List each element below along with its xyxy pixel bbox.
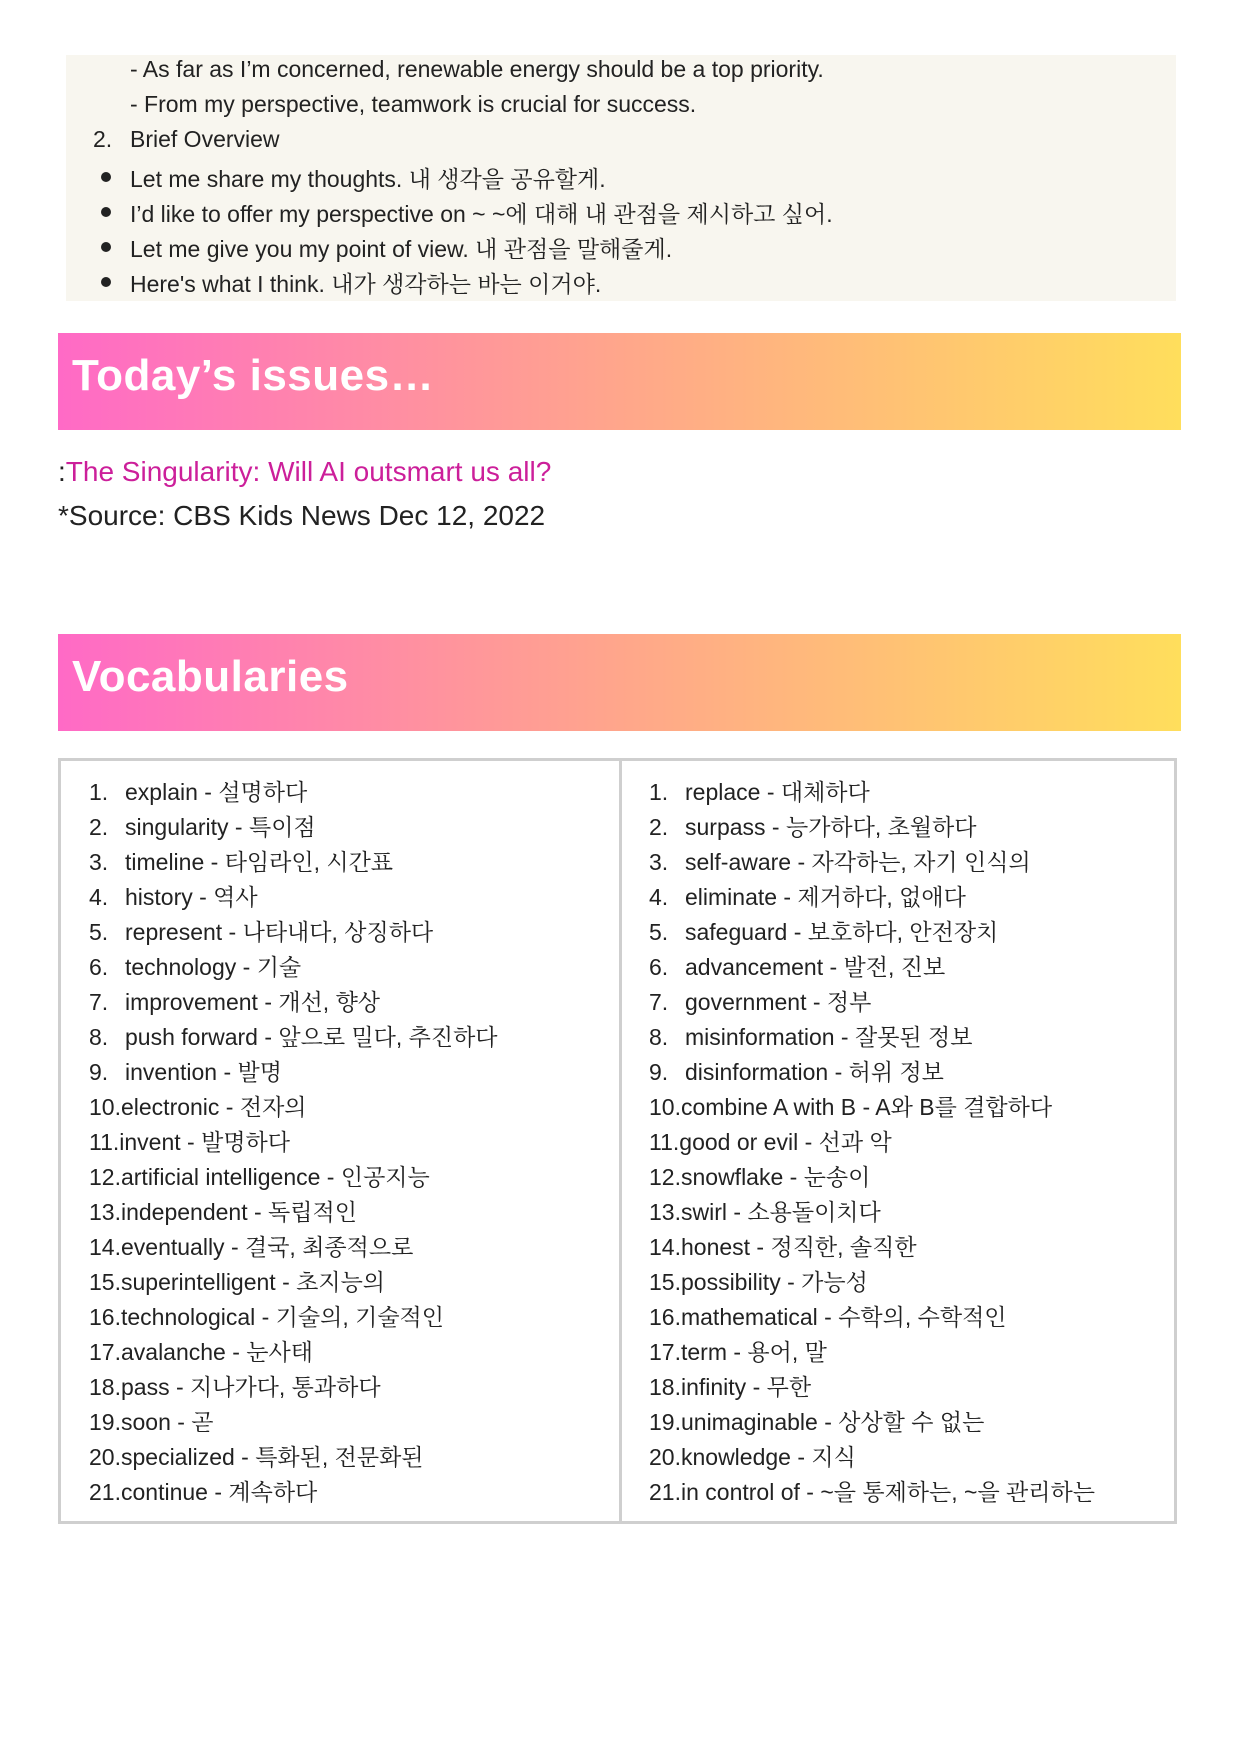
vocab-number: 3.: [649, 849, 669, 875]
vocab-item: [649, 1230, 1095, 1265]
vocab-number: 6.: [649, 954, 669, 980]
issues-banner: [58, 333, 1181, 430]
vocab-item: [649, 845, 1095, 880]
vocab-item: [649, 1195, 1095, 1230]
vocab-entry: advancement - 발전, 진보: [685, 954, 946, 980]
vocab-entry: possibility - 가능성: [680, 1269, 868, 1295]
vocab-number: 15.: [649, 1269, 681, 1295]
vocab-entry: misinformation - 잘못된 정보: [685, 1024, 973, 1050]
vocab-item: [89, 1160, 498, 1195]
vocab-entry: surpass - 능가하다, 초월하다: [685, 814, 977, 840]
vocab-entry: good or evil - 선과 악: [679, 1129, 892, 1155]
bullet-item: I’d like to offer my perspective on ~ ~에 대해 내 관점을 제시하고 싶어.: [130, 201, 833, 227]
bullet-dot: [101, 172, 111, 182]
example-sentence: - From my perspective, teamwork is crucial for success.: [130, 91, 697, 117]
vocab-number: 10.: [649, 1094, 681, 1120]
vocab-number: 12.: [89, 1164, 121, 1190]
vocab-number: 18.: [649, 1374, 681, 1400]
vocab-entry: specialized - 특화된, 전문화된: [120, 1444, 424, 1470]
vocab-item: [89, 1055, 498, 1090]
bullet-item: Let me share my thoughts. 내 생각을 공유할게.: [130, 166, 606, 192]
vocab-number: 4.: [89, 884, 109, 910]
vocab-entry: improvement - 개선, 향상: [125, 989, 381, 1015]
vocab-number: 20.: [649, 1444, 681, 1470]
bullet-item: Let me give you my point of view. 내 관점을 말해줄게.: [130, 236, 673, 262]
vocab-entry: continue - 계속하다: [120, 1479, 318, 1505]
vocab-entry: snowflake - 눈송이: [680, 1164, 871, 1190]
vocab-item: [649, 810, 1095, 845]
vocab-number: 14.: [649, 1234, 681, 1260]
vocab-entry: invention - 발명: [125, 1059, 282, 1085]
vocab-number: 16.: [89, 1304, 121, 1330]
vocab-item: [89, 810, 498, 845]
vocab-item: [89, 1195, 498, 1230]
vocab-number: 17.: [89, 1339, 121, 1365]
vocab-number: 8.: [649, 1024, 669, 1050]
vocab-item: [89, 1265, 498, 1300]
vocab-number: 13.: [649, 1199, 681, 1225]
vocab-number: 1.: [89, 779, 109, 805]
vocab-entry: history - 역사: [125, 884, 258, 910]
vocab-entry: eventually - 결국, 최종적으로: [120, 1234, 414, 1260]
vocab-item: [89, 985, 498, 1020]
vocab-number: 5.: [89, 919, 109, 945]
vocab-number: 21.: [89, 1479, 121, 1505]
bullet-dot: [101, 207, 111, 217]
vocab-item: [649, 880, 1095, 915]
vocab-entry: independent - 독립적인: [120, 1199, 357, 1225]
vocab-entry: disinformation - 허위 정보: [685, 1059, 944, 1085]
vocab-number: 19.: [649, 1409, 681, 1435]
vocab-item: [89, 775, 498, 810]
vocab-item: [89, 1300, 498, 1335]
bullet-dot: [101, 242, 111, 252]
vocab-item: [649, 1370, 1095, 1405]
vocab-number: 13.: [89, 1199, 121, 1225]
vocab-entry: superintelligent - 초지능의: [120, 1269, 386, 1295]
issue-line: [58, 456, 551, 488]
vocab-entry: infinity - 무한: [680, 1374, 812, 1400]
vocab-entry: artificial intelligence - 인공지능: [120, 1164, 430, 1190]
vocab-table: [58, 758, 1177, 1524]
issues-heading: Today’s issues…: [72, 351, 435, 400]
vocab-item: [649, 1335, 1095, 1370]
vocab-number: 6.: [89, 954, 109, 980]
vocab-item: [649, 1020, 1095, 1055]
vocab-number: 15.: [89, 1269, 121, 1295]
vocab-item: [89, 1090, 498, 1125]
vocab-number: 9.: [89, 1059, 109, 1085]
column-divider: [619, 761, 622, 1521]
vocab-number: 9.: [649, 1059, 669, 1085]
vocab-number: 5.: [649, 919, 669, 945]
vocab-entry: eliminate - 제거하다, 없애다: [685, 884, 966, 910]
section-number: 2.: [93, 126, 113, 152]
vocab-item: [649, 1475, 1095, 1510]
issue-title: The Singularity: Will AI outsmart us all?: [65, 456, 552, 487]
vocab-item: [89, 1440, 498, 1475]
vocab-item: [89, 1475, 498, 1510]
vocab-entry: government - 정부: [685, 989, 872, 1015]
vocab-entry: singularity - 특이점: [125, 814, 316, 840]
issue-source: *Source: CBS Kids News Dec 12, 2022: [58, 500, 546, 531]
vocab-item: [89, 880, 498, 915]
vocab-entry: swirl - 소용돌이치다: [680, 1199, 881, 1225]
vocab-item: [89, 1230, 498, 1265]
vocab-item: [649, 1300, 1095, 1335]
vocab-entry: electronic - 전자의: [120, 1094, 307, 1120]
vocab-item: [649, 1265, 1095, 1300]
vocab-item: [649, 1405, 1095, 1440]
vocab-number: 7.: [649, 989, 669, 1015]
vocab-entry: term - 용어, 말: [680, 1339, 827, 1365]
vocab-entry: push forward - 앞으로 밀다, 추진하다: [125, 1024, 498, 1050]
vocab-entry: soon - 곧: [120, 1409, 214, 1435]
vocab-item: [89, 845, 498, 880]
vocab-item: [89, 1405, 498, 1440]
vocab-number: 10.: [89, 1094, 121, 1120]
vocab-entry: combine A with B - A와 B를 결합하다: [680, 1094, 1053, 1120]
vocab-number: 2.: [649, 814, 669, 840]
vocab-entry: timeline - 타임라인, 시간표: [125, 849, 393, 875]
vocab-number: 20.: [89, 1444, 121, 1470]
vocab-item: [649, 1440, 1095, 1475]
vocab-item: [89, 1370, 498, 1405]
vocab-column-left: [89, 775, 498, 1510]
vocab-number: 4.: [649, 884, 669, 910]
vocab-item: [89, 1020, 498, 1055]
vocab-entry: knowledge - 지식: [680, 1444, 856, 1470]
vocab-item: [89, 1335, 498, 1370]
vocab-item: [649, 1160, 1095, 1195]
vocab-number: 12.: [649, 1164, 681, 1190]
vocab-entry: represent - 나타내다, 상징하다: [125, 919, 434, 945]
vocab-item: [649, 1055, 1095, 1090]
vocab-item: [89, 950, 498, 985]
vocab-entry: in control of - ~을 통제하는, ~을 관리하는: [680, 1479, 1095, 1505]
vocab-item: [649, 950, 1095, 985]
vocab-entry: unimaginable - 상상할 수 없는: [680, 1409, 985, 1435]
vocab-item: [89, 915, 498, 950]
vocab-number: 17.: [649, 1339, 681, 1365]
vocab-entry: explain - 설명하다: [125, 779, 308, 805]
vocab-item: [649, 915, 1095, 950]
vocab-number: 3.: [89, 849, 109, 875]
vocab-entry: avalanche - 눈사태: [120, 1339, 313, 1365]
vocab-item: [649, 1090, 1095, 1125]
vocab-number: 21.: [649, 1479, 681, 1505]
vocab-entry: technological - 기술의, 기술적인: [120, 1304, 444, 1330]
vocab-item: [649, 985, 1095, 1020]
vocab-number: 18.: [89, 1374, 121, 1400]
bullet-dot: [101, 277, 111, 287]
vocab-entry: mathematical - 수학의, 수학적인: [680, 1304, 1007, 1330]
vocab-number: 2.: [89, 814, 109, 840]
vocab-column-right: [649, 775, 1095, 1510]
vocab-number: 14.: [89, 1234, 121, 1260]
vocab-number: 1.: [649, 779, 669, 805]
vocab-entry: honest - 정직한, 솔직한: [680, 1234, 917, 1260]
vocab-entry: replace - 대체하다: [685, 779, 870, 805]
vocab-entry: invent - 발명하다: [119, 1129, 290, 1155]
vocab-number: 11.: [89, 1129, 120, 1155]
vocab-banner: [58, 634, 1181, 731]
vocab-item: [649, 775, 1095, 810]
example-sentence: - As far as I’m concerned, renewable energy should be a top priority.: [130, 56, 824, 82]
vocab-item: [89, 1125, 498, 1160]
vocab-heading: Vocabularies: [72, 652, 349, 701]
vocab-number: 11.: [649, 1129, 680, 1155]
section-title: Brief Overview: [130, 126, 280, 152]
vocab-number: 7.: [89, 989, 109, 1015]
vocab-entry: self-aware - 자각하는, 자기 인식의: [685, 849, 1031, 875]
vocab-number: 19.: [89, 1409, 121, 1435]
vocab-number: 16.: [649, 1304, 681, 1330]
vocab-item: [649, 1125, 1095, 1160]
bullet-item: Here's what I think. 내가 생각하는 바는 이거야.: [130, 271, 602, 297]
vocab-entry: technology - 기술: [125, 954, 302, 980]
vocab-number: 8.: [89, 1024, 109, 1050]
issue-prefix: :: [58, 456, 66, 487]
vocab-entry: safeguard - 보호하다, 안전장치: [685, 919, 999, 945]
vocab-entry: pass - 지나가다, 통과하다: [120, 1374, 381, 1400]
